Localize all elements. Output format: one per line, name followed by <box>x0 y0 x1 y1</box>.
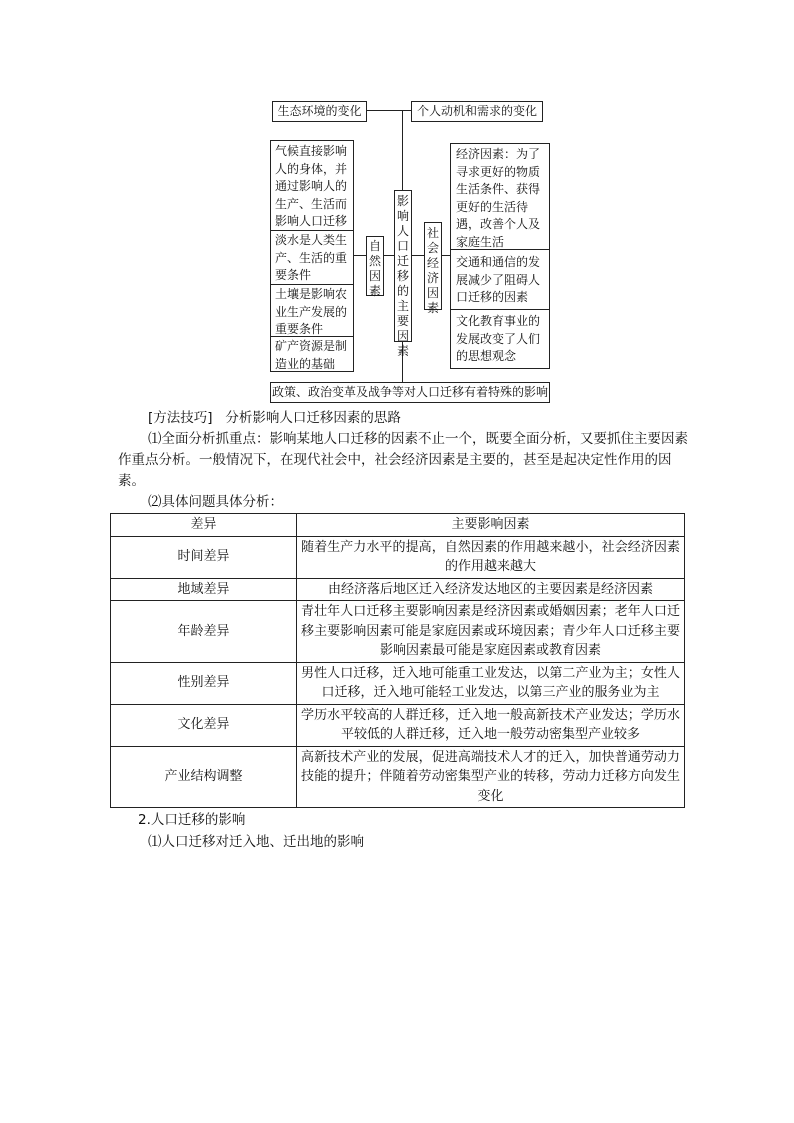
table-cell-difference: 时间差异 <box>111 536 297 578</box>
connector-line <box>354 255 366 256</box>
eco-environment-label: 生态环境的变化 <box>277 104 362 118</box>
natural-item-climate: 气候直接影响人的身体，并通过影响人的生产、生活而影响人口迁移 <box>275 144 348 228</box>
table-cell-factors: 高新技术产业的发展，促进高端技术人才的迁入，加快普通劳动力技能的提升；伴随着劳动密集型产业的转移，劳动力迁移方向发生变化 <box>297 746 685 808</box>
table-header-row <box>111 514 685 537</box>
main-factors-label: 影响人口迁移的主要因素 <box>396 194 409 358</box>
table-cell-difference: 地域差异 <box>111 578 297 601</box>
divider <box>270 336 354 337</box>
eco-environment-box <box>272 101 367 122</box>
table-header: 主要影响因素 <box>297 514 685 537</box>
migration-factors-table <box>110 513 685 808</box>
section-2-subheading: ⑴人口迁移对迁入地、迁出地的影响 <box>148 834 364 850</box>
table-cell-difference: 产业结构调整 <box>111 746 297 808</box>
social-item-economic: 经济因素：为了寻求更好的物质生活条件、获得更好的生活待遇，改善个人及家庭生活 <box>456 147 541 249</box>
policy-box <box>270 382 550 403</box>
divider <box>450 309 550 310</box>
table-row <box>111 536 685 578</box>
personal-motive-box <box>411 101 543 122</box>
section-2-heading: 2.人口迁移的影响 <box>138 812 246 828</box>
table-cell-factors: 男性人口迁移，迁入地可能重工业发达，以第二产业为主；女性人口迁移，迁入地可能轻工业发达，以第三产业的服务业为主 <box>297 662 685 704</box>
method-paragraph-2: ⑵具体问题具体分析： <box>148 494 283 510</box>
social-item-transport: 交通和通信的发展减少了阻碍人口迁移的因素 <box>456 255 541 304</box>
method-paragraph-1: ⑴全面分析抓重点：影响某地人口迁移的因素不止一个，既要全面分析，又要抓住主要因素作重点分析。一般情况下，在现代社会中，社会经济因素是主要的，甚至是起决定性作用的因素。 <box>118 431 688 489</box>
table-cell-factors: 由经济落后地区迁入经济发达地区的主要因素是经济因素 <box>297 578 685 601</box>
table-row <box>111 746 685 808</box>
social-item-education: 文化教育事业的发展改变了人们的思想观念 <box>456 314 541 363</box>
main-factors-box <box>394 190 412 358</box>
connector-line <box>366 110 412 111</box>
natural-item-mineral: 矿产资源是制造业的基础 <box>275 339 348 371</box>
table-cell-factors: 随着生产力水平的提高，自然因素的作用越来越小，社会经济因素的作用越来越大 <box>297 536 685 578</box>
divider <box>270 230 354 231</box>
natural-factors-box <box>366 236 384 296</box>
table-header: 差异 <box>111 514 297 537</box>
table-cell-factors: 青壮年人口迁移主要影响因素是经济因素或婚姻因素；老年人口迁移主要影响因素可能是家庭因素或环境因素；青少年人口迁移主要影响因素最可能是家庭因素或教育因素 <box>297 601 685 663</box>
connector-line <box>384 255 394 256</box>
table-cell-difference: 年龄差异 <box>111 601 297 663</box>
natural-item-water: 淡水是人类生产、生活的重要条件 <box>275 233 348 282</box>
connector-line <box>442 255 450 256</box>
table-cell-difference: 性别差异 <box>111 662 297 704</box>
table-cell-factors: 学历水平较高的人群迁移，迁入地一般高新技术产业发达；学历水平较低的人群迁移，迁入地一般劳动密集型产业较多 <box>297 704 685 746</box>
policy-label: 政策、政治变革及战争等对人口迁移有着特殊的影响 <box>271 385 548 399</box>
method-tag: [方法技巧] <box>148 410 213 426</box>
table-row <box>111 578 685 601</box>
personal-motive-label: 个人动机和需求的变化 <box>416 104 537 118</box>
table-cell-difference: 文化差异 <box>111 704 297 746</box>
natural-item-soil: 土壤是影响农业生产发展的重要条件 <box>275 287 348 336</box>
table-row <box>111 704 685 746</box>
natural-factors-label: 自然因素 <box>368 239 381 298</box>
connector-line <box>412 255 424 256</box>
social-factors-box <box>424 222 442 315</box>
table-row <box>111 601 685 663</box>
divider <box>450 249 550 250</box>
social-factors-label: 社会经济因素 <box>426 226 439 315</box>
divider <box>270 284 354 285</box>
table-row <box>111 662 685 704</box>
method-title: 分析影响人口迁移因素的思路 <box>225 410 401 426</box>
method-heading <box>148 408 718 429</box>
